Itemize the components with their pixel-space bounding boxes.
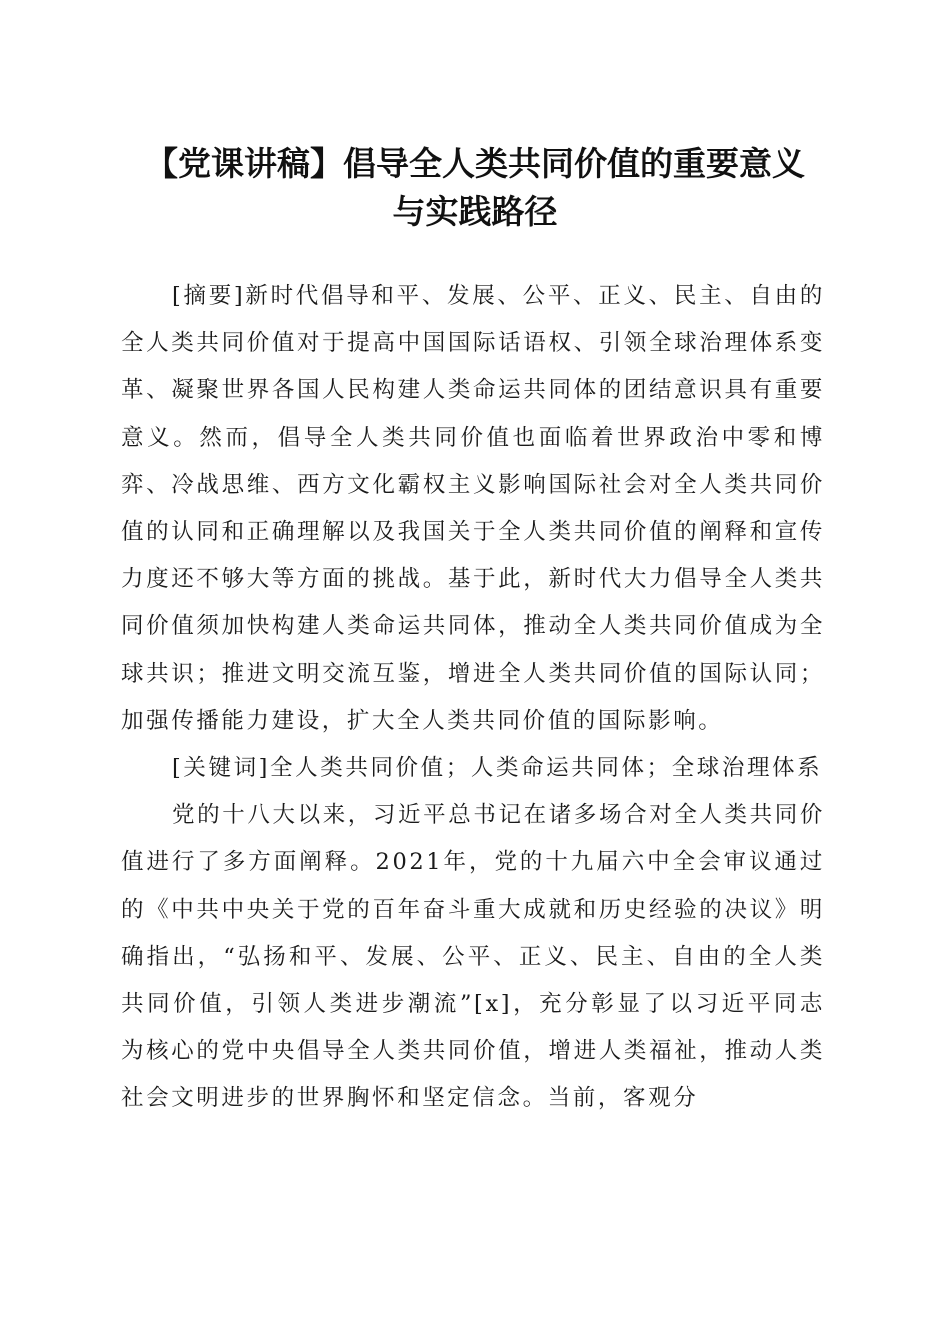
document-body xyxy=(121,273,825,1123)
document-title xyxy=(100,140,850,236)
keywords-paragraph: [关键词]全人类共同价值；人类命运共同体；全球治理体系 xyxy=(172,755,823,782)
abstract-paragraph: [摘要]新时代倡导和平、发展、公平、正义、民主、自由的全人类共同价值对于提高中国国际话语权、引领全球治理体系变革、凝聚世界各国人民构建人类命运共同体的团结意识具有重要意义。然而，倡导全人类共同价值也面临着世界政治中零和博弈、冷战思维、西方文化霸权主义影响国际社会对全人类共同价值的认同和正确理解以及我国关于全人类共同价值的阐释和宣传力度还不够大等方面的挑战。基于此，新时代大力倡导全人类共同价值须加快构建人类命运共同体，推动全人类共同价值成为全球共识；推进文明交流互鉴，增进全人类共同价值的国际认同；加强传播能力建设，扩大全人类共同价值的国际影响。 xyxy=(121,283,825,734)
title-line-1: 【党课讲稿】倡导全人类共同价值的重要意义 xyxy=(145,144,805,183)
title-line-2: 与实践路径 xyxy=(392,192,558,231)
body-paragraph: 党的十八大以来，习近平总书记在诸多场合对全人类共同价值进行了多方面阐释。2021年，党的十九届六中全会审议通过的《中共中央关于党的百年奋斗重大成就和历史经验的决议》明确指出，“弘扬和平、发展、公平、正义、民主、自由的全人类共同价值，引领人类进步潮流”[x]，充分彰显了以习近平同志为核心的党中央倡导全人类共同价值，增进人类福祉，推动人类社会文明进步的世界胸怀和坚定信念。当前，客观分 xyxy=(121,802,825,1112)
